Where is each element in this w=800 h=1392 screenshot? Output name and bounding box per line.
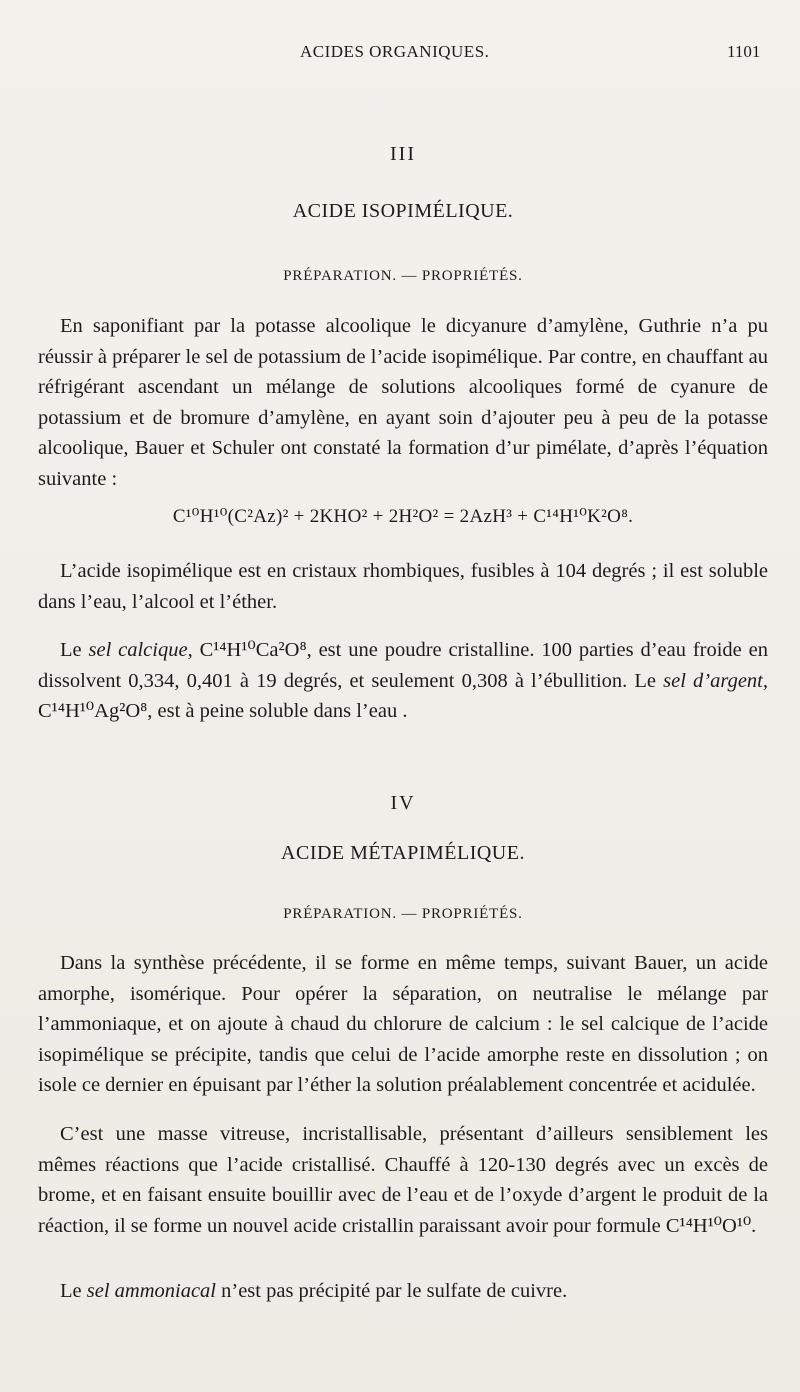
sel-ammoniacal-label: sel ammoniacal: [86, 1280, 216, 1302]
chemical-equation: C¹⁰H¹⁰(C²Az)² + 2KHO² + 2H²O² = 2AzH³ + C¹⁴H¹⁰K²O⁸.: [172, 506, 634, 527]
salts-text: C¹⁴H¹⁰Ca²O⁸, est une poudre cristalline. 100 parties d’eau froide en dissolvent 0,334, 0,401 à 19 degrés, et seulement 0,308 à l’ébullition. Le: [38, 639, 768, 692]
paragraph-synthese: Dans la synthèse précédente, il se forme en même temps, suivant Bauer, un acide amorphe, isomérique. Pour opérer la séparation, on neutralise le mélange par l’ammoniaque, et on ajoute à chaud du chlorure de calcium : le sel calcique de l’acide isopimélique se précipite, tandis que celui de l’acide amorphe reste en dissolution ; on isole ce dernier en épuisant par l’éther la solution préalablement concentrée et acidulée.: [38, 952, 768, 1096]
page-number: 1101: [727, 42, 761, 61]
paragraph-isopimelique-properties: L’acide isopimélique est en cristaux rhombiques, fusibles à 104 degrés ; il est soluble dans l’eau, l’alcool et l’éther.: [38, 560, 768, 613]
paragraph-saponification: En saponifiant par la potasse alcoolique le dicyanure d’amylène, Guthrie n’a pu réussir à préparer le sel de potassium de l’acide isopimélique. Par contre, en chauffant au réfrigérant ascendant un mélange de solutions alcooliques formé de cyanure de potassium et de bromure d’amylène, en ayant soin d’ajouter peu à peu de la potasse alcoolique, Bauer et Schuler ont constaté la formation d’ur pimélate, d’après l’équation suivante :: [38, 315, 768, 490]
salts-text-2: C¹⁴H¹⁰Ag²O⁸, est à peine soluble dans l’eau .: [38, 700, 408, 722]
paragraph-salts: [38, 635, 768, 727]
section-number-iii: III: [390, 143, 416, 165]
ammoniacal-prefix: Le: [60, 1280, 87, 1302]
section-subtitle-iv: PRÉPARATION. — PROPRIÉTÉS.: [283, 906, 523, 922]
running-title: ACIDES ORGANIQUES.: [300, 42, 490, 61]
paragraph-sel-ammoniacal: [38, 1276, 768, 1307]
section-title-metapimelique: ACIDE MÉTAPIMÉLIQUE.: [281, 842, 525, 864]
paragraph-masse-vitreuse: C’est une masse vitreuse, incristallisable, présentant d’ailleurs sensiblement les mêmes réactions que l’acide cristallisé. Chauffé à 120-130 degrés avec un excès de brome, et en faisant ensuite bouillir avec de l’eau et de l’oxyde d’argent le produit de la réaction, il se forme un nouvel acide cristallin paraissant avoir pour formule C¹⁴H¹⁰O¹⁰.: [38, 1123, 768, 1237]
ammoniacal-text: n’est pas précipité par le sulfate de cuivre.: [216, 1280, 568, 1302]
running-header: [0, 42, 800, 66]
section-title-isopimelique: ACIDE ISOPIMÉLIQUE.: [292, 200, 514, 222]
section-number-iv: IV: [390, 792, 416, 814]
section-subtitle-iii: PRÉPARATION. — PROPRIÉTÉS.: [283, 268, 523, 284]
salt-argent-label: sel d’argent,: [663, 669, 768, 692]
salt-calcique-label: sel calcique,: [88, 639, 193, 661]
salts-prefix: Le: [60, 639, 89, 661]
